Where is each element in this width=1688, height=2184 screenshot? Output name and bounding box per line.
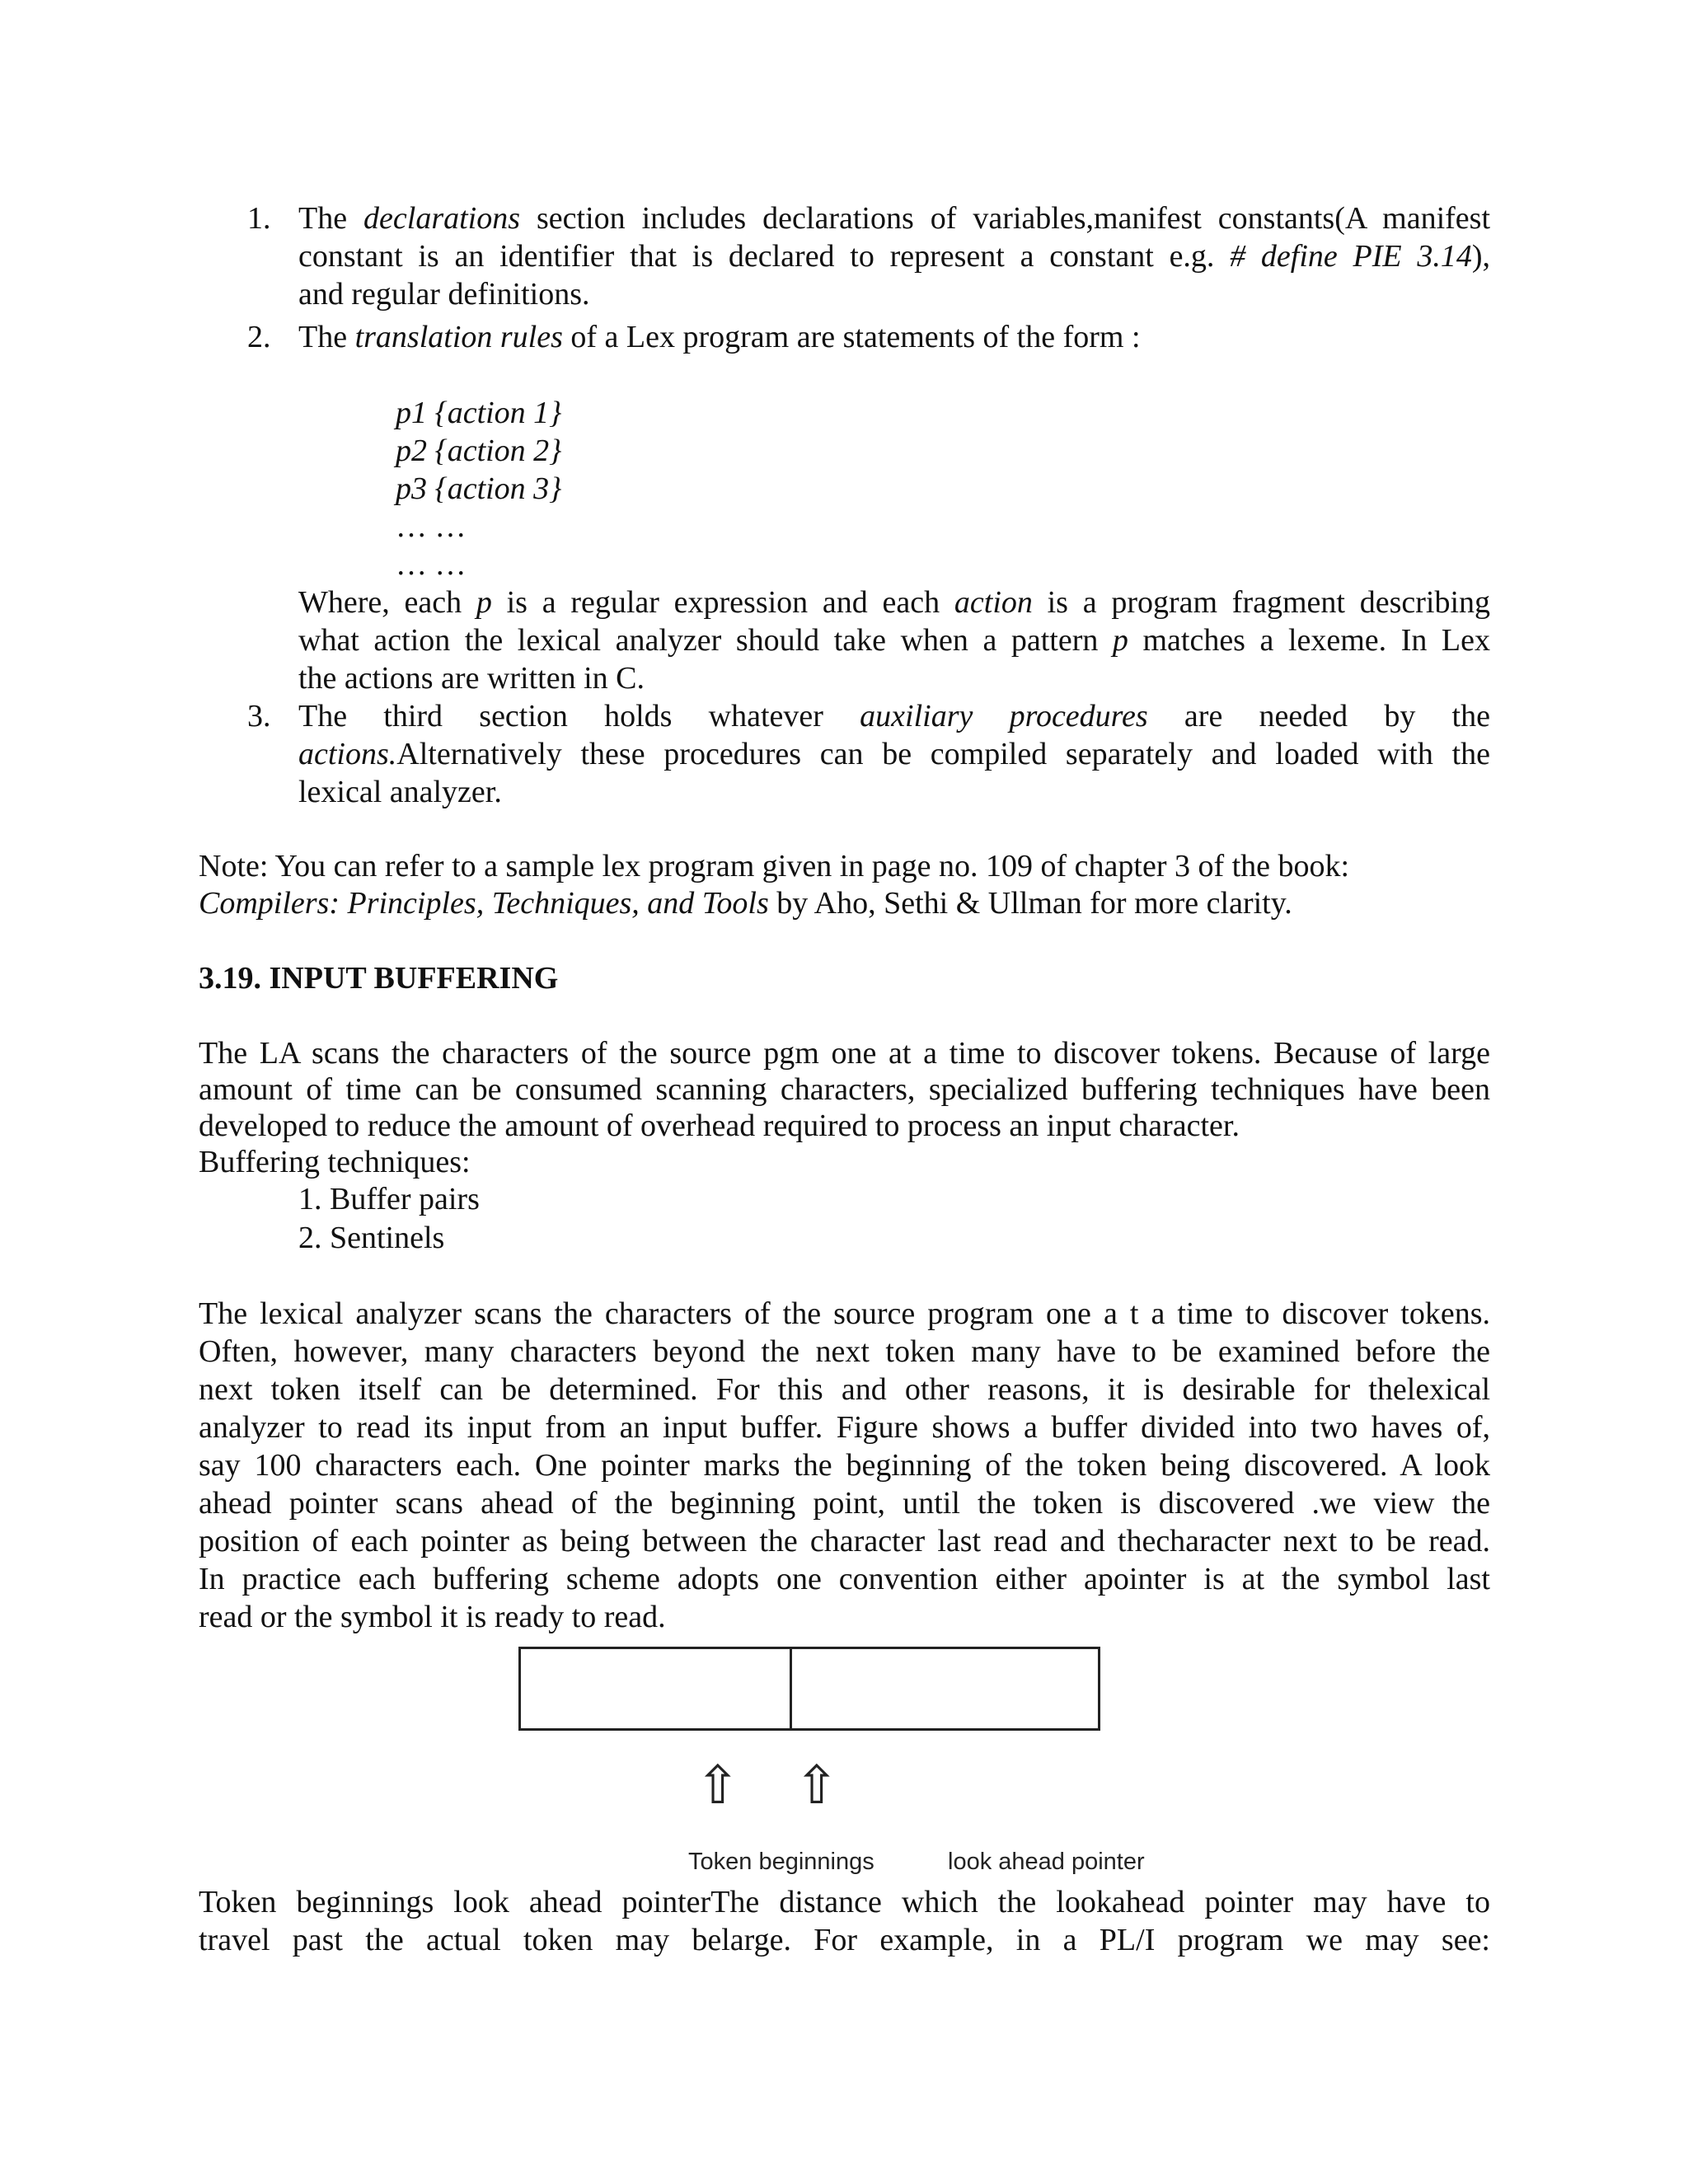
caption-look-ahead-pointer: look ahead pointer <box>948 1849 1145 1875</box>
para1-line2: amount of time can be consumed scanning characters, specialized buffering techniques have been <box>199 1072 1490 1107</box>
para2-line2: Often, however, many characters beyond the next token many have to be examined before the <box>199 1334 1490 1369</box>
para2-line8: In practice each buffering scheme adopts one convention either apointer is at the symbol last <box>199 1562 1490 1596</box>
rule-3: p3 {action 3} <box>396 471 562 506</box>
para3-line2: travel past the actual token may belarge. For example, in a PL/I program we may see: <box>199 1923 1490 1957</box>
rule-2: p2 {action 2} <box>396 434 562 468</box>
input-buffer-diagram <box>518 1647 1100 1731</box>
item3-line1: The third section holds whatever auxiliary procedures are needed by the <box>298 699 1490 733</box>
para2-line9: read or the symbol it is ready to read. <box>199 1600 666 1634</box>
buffer-divider <box>790 1649 792 1728</box>
section-heading: 3.19. INPUT BUFFERING <box>199 961 559 996</box>
item3-line2: actions.Alternatively these procedures can be compiled separately and loaded with the <box>298 737 1490 771</box>
list-number-2: 2. <box>247 320 271 354</box>
item2-line1: The translation rules of a Lex program are statements of the form : <box>298 320 1141 354</box>
para2-line3: next token itself can be determined. For this and other reasons, it is desirable for thelexical <box>199 1372 1490 1407</box>
rule-1: p1 {action 1} <box>396 396 562 430</box>
note-line2: Compilers: Principles, Techniques, and Tools by Aho, Sethi & Ullman for more clarity. <box>199 886 1292 921</box>
item1-line2: constant is an identifier that is declared to represent a constant e.g. # define PIE 3.14), <box>298 239 1490 274</box>
ellipsis-2: … … <box>396 547 467 582</box>
para2-line4: analyzer to read its input from an input buffer. Figure shows a buffer divided into two haves of, <box>199 1410 1490 1445</box>
ellipsis-1: … … <box>396 509 467 544</box>
para2-line7: position of each pointer as being between the character last read and thecharacter next to be read. <box>199 1524 1490 1558</box>
item1-line1: The declarations section includes declarations of variables,manifest constants(A manifest <box>298 201 1491 236</box>
item1-line3: and regular definitions. <box>298 277 590 312</box>
where-line3: the actions are written in C. <box>298 661 645 696</box>
para2-line1: The lexical analyzer scans the characters of the source program one a t a time to discover tokens. <box>199 1296 1490 1331</box>
where-line1: Where, each p is a regular expression and each action is a program fragment describing <box>298 585 1491 620</box>
para2-line5: say 100 characters each. One pointer marks the beginning of the token being discovered. A look <box>199 1448 1490 1483</box>
para2-line6: ahead pointer scans ahead of the beginning point, until the token is discovered .we view the <box>199 1486 1490 1521</box>
technique-1: 1. Buffer pairs <box>298 1182 480 1216</box>
list-number-3: 3. <box>247 699 271 733</box>
note-line1: Note: You can refer to a sample lex program given in page no. 109 of chapter 3 of the book: <box>199 849 1350 883</box>
para1-line3: developed to reduce the amount of overhead required to process an input character. <box>199 1108 1240 1143</box>
list-number-1: 1. <box>247 201 271 236</box>
technique-2: 2. Sentinels <box>298 1221 445 1255</box>
token-beginning-arrow-icon: ⇧ <box>696 1755 740 1816</box>
lookahead-arrow-icon: ⇧ <box>795 1755 839 1816</box>
where-line2: what action the lexical analyzer should take when a pattern p matches a lexeme. In Lex <box>298 623 1490 658</box>
caption-token-beginnings: Token beginnings <box>688 1849 874 1875</box>
para1-line1: The LA scans the characters of the source pgm one at a time to discover tokens. Because of large <box>199 1036 1490 1071</box>
buffering-label: Buffering techniques: <box>199 1145 471 1179</box>
item3-line3: lexical analyzer. <box>298 775 502 809</box>
para3-line1: Token beginnings look ahead pointerThe distance which the lookahead pointer may have to <box>199 1885 1490 1919</box>
